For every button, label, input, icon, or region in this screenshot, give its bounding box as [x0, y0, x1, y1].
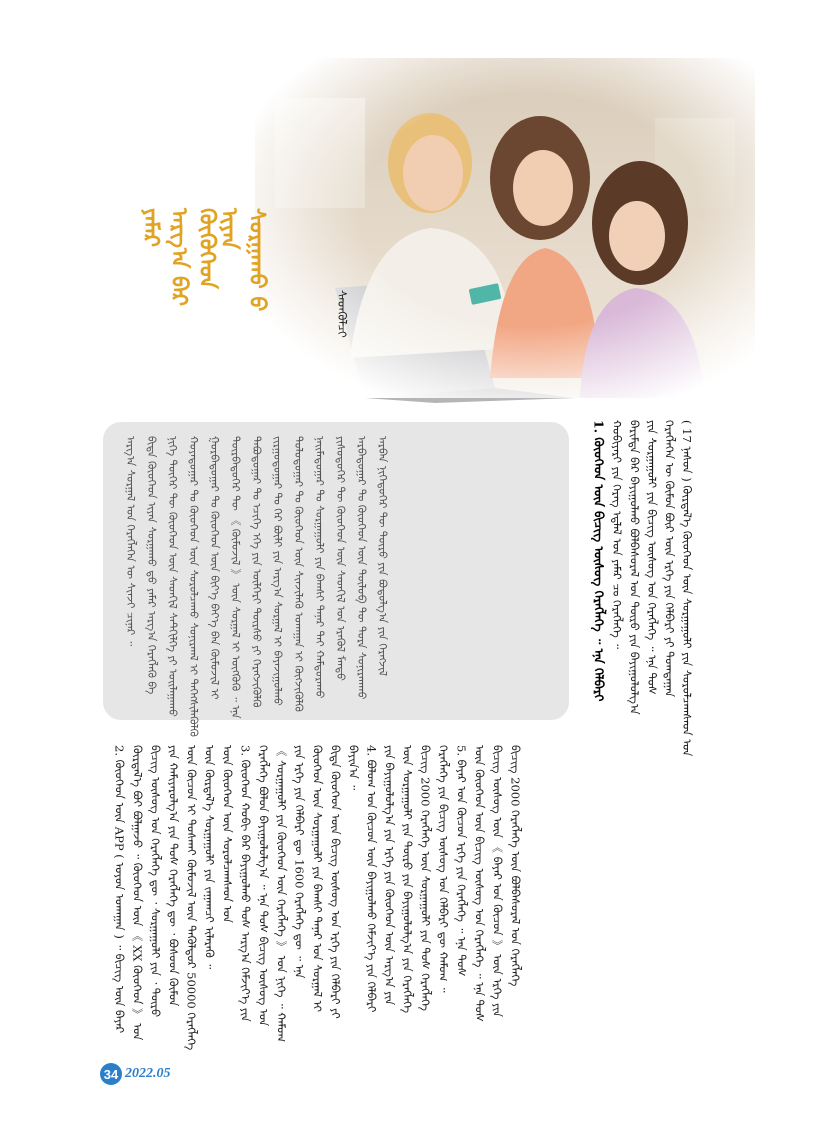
sidebar-line: ᠳᠣᠯᠤᠳᠤᠭᠠᠷ ᠲᠤ ᠬᠦᠦᠬᠡᠳ ᠦᠨ ᠰᠢᠨᠵᠢᠯᠡᠬᠦ ᠤᠬᠠᠭᠠᠨ ᠢ ᠬᠥᠭᠵᠢᠭᠦᠯᠬᠦ — [292, 436, 305, 712]
sidebar-line: ᠭᠤᠷᠪᠠᠳᠤᠭᠠᠷ ᠲᠤ ᠬᠦᠦᠬᠡᠳ ᠦᠨ ᠪᠢᠶ᠎ᠡ ᠪᠡᠶ᠎ᠡ ᠪᠡᠨ ᠬᠦᠮᠦᠵᠢᠯ ᠢ — [208, 436, 221, 700]
bottom-text-line: 5. ᠪᠠᠶᠠᠷ ᠤᠨ ᠬᠦᠴᠦᠨ ᠡᠷᠬᠡ ᠶᠢᠨ ᠬᠡᠷᠡᠭᠯᠡᠭᠡ ᠃ ᠡᠨᠡ ᠲᠤᠰ — [454, 745, 469, 977]
title-line-3: ᠬᠥᠭᠦᠬᠡᠳ ᠢᠶᠡᠨ — [194, 208, 242, 290]
bottom-text-line: ᠦᠨ ᠰᠤᠷᠭᠠᠭᠤᠯᠢ ᠶᠢᠨ ᠲᠥᠷᠥ ᠶᠢᠨ ᠪᠠᠶᠢᠭᠤᠯᠤᠯᠭ᠎ᠠ ᠶᠢᠨ ᠬᠡᠷᠡᠭᠯᠡᠭᠡ — [400, 745, 415, 1014]
sidebar-line: ᠠᠷᠭ᠎ᠠ ᠰᠤᠷᠭᠠᠯ ᠤᠨ ᠬᠡᠷᠡᠭᠯᠡᠭᠡᠨ ᠦ ᠰᠢᠨᠵᠢ ᠴᠢᠨᠠᠷ ᠃ — [124, 436, 137, 646]
top-text-line: ( 17 ᠨᠠᠰᠤᠨ ) ᠬᠦᠷᠲᠡᠯ᠎ᠡ ᠬᠦᠦᠬᠡᠳ ᠦᠨ ᠰᠤᠷᠭᠠᠭᠤᠯᠢ ᠶᠢᠨ ᠰᠤᠷᠤᠯᠴᠠᠭᠰᠠᠳ ᠤᠨ — [680, 420, 694, 757]
title-line-2: ᠠᠷᠭ᠎ᠠ ᠪᠠᠷ — [166, 208, 192, 307]
top-text-heading: 1. ᠬᠦᠦᠬᠡᠳ ᠦᠨ ᠪᠢᠴᠢᠭ ᠦᠰᠦᠭ ᠬᠡᠷᠡᠭᠯᠡᠭᠡ ᠃ ᠡᠨᠡ ᠬᠡᠯᠪᠡᠷᠢ — [591, 420, 607, 702]
sidebar-box — [103, 422, 569, 737]
page-footer — [100, 1063, 171, 1085]
top-text-section — [591, 420, 712, 757]
bottom-text-line: ᠬᠡᠷᠡᠭᠯᠡᠭᠡ ᠶᠢᠨ ᠪᠢᠴᠢᠭ ᠦᠰᠦᠭ ᠤᠨ ᠬᠡᠯᠪᠡᠷᠢ ᠳᠦ ᠬᠠᠮᠤᠭ ᠃ — [436, 745, 451, 993]
bottom-text-section — [112, 745, 725, 1051]
bottom-text-line: ᠪᠢᠴᠢᠭ 2000 ᠬᠡᠷᠡᠭᠯᠡᠭᠡ ᠦᠨ ᠰᠤᠷᠭᠠᠭᠤᠯᠢ ᠶᠢᠨ ᠲᠤᠰ ᠬᠡᠷᠡᠭᠯᠡᠭᠡ — [418, 745, 433, 1011]
bottom-text-line: ᠦᠨ ᠬᠦᠦᠬᠡᠳ ᠦᠨ ᠪᠢᠴᠢᠭ ᠦᠰᠦᠭ ᠤᠨ ᠬᠡᠷᠡᠭᠯᠡᠭᠡ ᠃ ᠡᠨᠡ ᠲᠤᠰ — [472, 745, 487, 1022]
bottom-text-line: 《 ᠰᠤᠷᠭᠠᠭᠤᠯᠢ ᠶᠢᠨ ᠬᠦᠦᠬᠡᠳ ᠦᠨ ᠬᠡᠷᠡᠭᠯᠡᠭᠡ 》 ᠤᠨ ᠨᠢᠭᠡ ᠃ ᠬᠠᠮᠤᠭ — [274, 745, 289, 1043]
title-line-4: ᠰᠤᠷᠭᠠᠬᠤ ᠪ — [244, 208, 270, 312]
sidebar-line: ᠲᠠᠪᠤᠳᠤᠭᠠᠷ ᠲᠤ ᠡᠴᠢᠭᠡ ᠡᠬᠡ ᠶᠢᠨ ᠦᠯᠭᠡᠷᠢ ᠳᠦᠷᠰᠦ ᠶᠢ ᠬᠡᠷᠡᠭᠵᠢᠭᠦᠯᠬᠦ — [250, 436, 263, 708]
sidebar-line: ᠠᠷᠪᠠᠨ ᠨᠢᠭᠡᠳᠦᠭᠡᠷ ᠲᠦ ᠲᠥᠷᠥ ᠶᠢᠨ ᠪᠣᠳᠤᠯᠭ᠎ᠠ ᠶᠢᠨ ᠬᠡᠷᠡᠭᠵᠢᠯ — [376, 436, 389, 676]
sidebar-text — [124, 436, 389, 737]
top-text-line: ᠬᠤᠪᠢᠶᠠᠷᠢ ᠶᠢᠨ ᠬᠡᠷᠡᠭ ᠡᠳ᠋ᠯᠡᠯ ᠤᠨ ᠶᠠᠮᠠᠷ ᠴᠤ ᠬᠡᠷᠡᠭᠯᠡᠭᠡ ᠃ — [610, 420, 624, 649]
bottom-text-line: ᠦᠨ ᠬᠦᠷᠲᠡᠯ᠎ᠡ ᠰᠤᠷᠭᠠᠭᠤᠯᠢ ᠶᠢᠨ ᠵᠠᠭᠠᠭᠴᠢ ᠢᠯᠡᠷᠡᠬᠦ ᠃ — [202, 745, 217, 970]
bottom-text-line: ᠬᠦᠷᠲᠡᠯ᠎ᠡ ᠪᠤᠶ ᠪᠣᠯᠭᠠᠵᠤ ᠃ ᠬᠦᠦᠬᠡᠳ ᠦᠨ 《 XX ᠬᠦᠦᠬᠡᠳ 》 ᠤᠨ — [130, 745, 145, 1041]
bottom-text-line: 3. ᠬᠦᠦᠬᠡᠳ ᠬᠤᠪᠢ ᠪᠡᠷ ᠪᠠᠶᠢᠭᠤᠯᠬᠤ ᠲᠤᠰ ᠠᠷᠭ᠎ᠠ ᠬᠡᠮᠵᠢᠶ᠎ᠡ ᠶᠢᠨ — [238, 745, 253, 1022]
bottom-text-line: ᠪᠢᠴᠢᠭ 2000 ᠬᠡᠷᠡᠭᠯᠡᠭᠡ ᠦᠨ ᠪᠣᠯᠪᠠᠰᠤᠷᠠᠯ ᠤᠨ ᠬᠡᠷᠡᠭᠯᠡᠭᠡ — [508, 745, 523, 987]
bottom-text-line: ᠪᠠᠶᠢᠨ᠎ᠠ ᠃ — [346, 745, 361, 791]
bottom-text-line: 2. ᠬᠦᠦᠬᠡᠳ ᠦᠨ APP ( ᠣᠶᠤᠨ ᠤᠬᠠᠭᠠᠨ ) ᠃ ᠪᠢᠴᠢᠭ ᠦᠨ ᠪᠠᠶᠠᠷ — [112, 745, 127, 1034]
author-credit: ᠰᠡᠳᠬᠦᠯᠴᠢ — [335, 290, 349, 338]
bottom-text-line: ᠪᠢᠴᠢᠭ ᠦᠰᠦᠭ ᠤᠨ ᠬᠡᠷᠡᠭᠯᠡᠭᠡ ᠳᠦ ᠂ ᠰᠤᠷᠭᠠᠭᠤᠯᠢ ᠶᠢᠨ ᠂ ᠲᠥᠷᠥ — [148, 745, 163, 1017]
bottom-text-line: ᠦᠨ ᠬᠦᠴᠦᠨ ᠢ ᠲᠤᠰᠬᠠᠢ ᠬᠦᠮᠦᠵᠢᠯ ᠦᠨ ᠲᠡᠭᠦᠯᠳᠦᠷ 50000 ᠬᠡᠷᠡᠭᠯᠡᠭᠡ — [184, 745, 199, 1051]
bottom-text-line: ᠦᠨ ᠬᠦᠦᠬᠡᠳ ᠦᠨ ᠰᠤᠷᠤᠯᠴᠠᠭᠰᠠᠳ ᠤᠨ — [220, 745, 235, 923]
sidebar-line: ᠨᠠᠢᠮᠠᠳᠤᠭᠠᠷ ᠲᠤ ᠰᠤᠷᠭᠠᠭᠤᠯᠢ ᠶᠢᠨ ᠪᠠᠭᠰᠢ ᠲᠠᠨᠠᠷ ᠲᠠᠢ ᠬᠠᠮᠲᠤᠷᠠᠬᠤ — [313, 436, 326, 699]
bottom-text-line: 4. ᠪᠤᠯᠤᠭ ᠤᠨ ᠬᠦᠴᠦᠨ ᠦᠨ ᠪᠠᠶᠢᠭᠤᠯᠬᠤ ᠬᠡᠮᠵᠢᠶ᠎ᠡ ᠶᠢᠨ ᠬᠡᠯᠪᠡᠷᠢ — [364, 745, 379, 1013]
sidebar-line: ᠶᠢᠰᠦᠳᠦᠭᠡᠷ ᠲᠦ ᠬᠦᠦᠬᠡᠳ ᠦᠨ ᠰᠡᠳᠬᠢᠯ ᠤᠨ ᠡᠷᠡᠭᠦᠯ ᠮᠡᠨᠳᠦ — [334, 436, 347, 681]
article-title — [140, 208, 268, 318]
bottom-text-line: ᠬᠡᠷᠡᠭᠯᠡᠭᠡ ᠪᠣᠯᠤᠨ ᠪᠠᠶᠢᠭᠤᠯᠤᠯᠭ᠎ᠠ ᠃ ᠡᠨᠡ ᠲᠤᠰ ᠪᠢᠴᠢᠭ ᠦᠰᠦᠭ ᠤᠨ — [256, 745, 271, 1027]
sidebar-line: ᠵᠢᠷᠭᠤᠳᠤᠭᠠᠷ ᠲᠤ ᠭᠡᠷ ᠪᠦᠯᠢ ᠶᠢᠨ ᠠᠷᠭ᠎ᠠ ᠰᠤᠷᠭᠠᠯ ᠢ ᠪᠠᠶᠠᠵᠢᠭᠤᠯᠬᠤ — [271, 436, 284, 706]
title-line-1: ᠶᠠᠮᠠᠷ — [138, 208, 164, 248]
bottom-text-line: ᠪᠢᠳᠡ ᠬᠦᠦᠬᠡᠳ ᠦᠨ ᠪᠢᠴᠢᠭ ᠦᠰᠦᠭ ᠤᠨ ᠡᠷᠬᠡ ᠶᠢᠨ ᠬᠡᠯᠪᠡᠷᠢ ᠶᠢ — [328, 745, 343, 1019]
top-text-line: ᠬᠡᠷᠡᠭᠯᠡᠭᠡᠨ ᠦ ᠬᠦᠮᠦᠨ ᠪᠦᠷ ᠦᠨ ᠡᠷᠬᠡ ᠶᠢᠨ ᠬᠡᠯᠪᠡᠷᠢ ᠶᠢ ᠲᠣᠭᠲᠠᠭᠠᠨ — [662, 420, 677, 698]
family-photo — [255, 58, 755, 398]
issue-date: 2022.05 — [125, 1066, 171, 1081]
sidebar-line: ᠳᠥᠷᠪᠡᠳᠦᠭᠡᠷ ᠲᠦ 《 ᠬᠦᠮᠦᠵᠢᠯ 》 ᠦᠨ ᠰᠤᠷᠭᠠᠯ ᠢ ᠥᠭᠭᠦᠬᠦ ᠃ ᠡᠨᠡ — [229, 436, 242, 719]
top-text-line: ᠪᠠᠷᠢᠮᠲᠠ ᠪᠠᠷ ᠪᠠᠶᠢᠭᠤᠯᠬᠤ ᠪᠣᠯᠪᠠᠰᠤᠷᠠᠯ ᠤᠨ ᠲᠥᠷᠥ ᠶᠢᠨ ᠪᠠᠶᠢᠭᠤᠯᠤᠯᠭ᠎ᠠ — [627, 420, 642, 715]
sidebar-line: ᠪᠢᠳᠡ ᠬᠦᠦᠬᠡᠳ ᠢᠶᠡᠨ ᠰᠤᠷᠭᠠᠬᠤ ᠳ᠋ᠤ ᠶᠠᠮᠠᠷ ᠠᠷᠭ᠎ᠠ ᠬᠡᠷᠡᠭᠯᠡᠬᠦ ᠪᠡ — [145, 436, 158, 695]
sidebar-line: ᠨᠢᠭᠡ ᠳᠦᠭᠡᠷ ᠲᠦ ᠬᠦᠦᠬᠡᠳ ᠦᠨ ᠰᠡᠳᠬᠢᠯ ᠰᠡᠲᠭᠢᠯᠭᠡ ᠶᠢ ᠣᠢᠯᠠᠭᠠᠬᠤ — [166, 436, 179, 717]
bottom-text-line: ᠶᠢᠨ ᠡᠷᠬᠡ ᠶᠢᠨ ᠬᠡᠯᠪᠡᠷᠢ ᠳᠦ 1600 ᠬᠡᠷᠡᠭᠯᠡᠭᠡ ᠳᠦ ᠃ ᠡᠨᠡ — [292, 745, 307, 979]
sidebar-line: ᠬᠣᠶᠠᠳᠤᠭᠠᠷ ᠲᠤ ᠬᠦᠦᠬᠡᠳ ᠦᠨ ᠰᠤᠷᠤᠯᠴᠠᠬᠤ ᠰᠣᠨᠢᠷᠬᠠᠯ ᠢ ᠳᠡᠭᠡᠭᠰᠢᠯᠡᠭᠦᠯᠬᠦ — [187, 436, 200, 737]
bottom-text-line: ᠶᠢᠨ ᠬᠠᠮᠢᠶᠠᠷᠤᠯᠭ᠎ᠠ ᠶᠢᠨ ᠲᠤᠰ ᠬᠡᠷᠡᠭᠯᠡᠭᠡ ᠳᠦ ᠂ ᠪᠤᠰᠤᠳ ᠬᠦᠮᠦᠨ — [166, 745, 181, 1007]
bottom-text-line: ᠶᠢᠨ ᠪᠠᠶᠢᠭᠤᠯᠤᠯᠭ᠎ᠠ ᠶᠢᠨ ᠡᠷᠬᠡ ᠶᠢᠨ ᠬᠦᠦᠬᠡᠳ ᠦᠨ ᠠᠷᠭ᠎ᠠ ᠶᠢᠨ — [382, 745, 397, 1006]
bottom-text-line: ᠪᠢᠴᠢᠭ ᠦᠰᠦᠭ ᠦᠨ 《 ᠪᠠᠶᠠᠷ ᠤᠨ ᠬᠦᠴᠦᠨ 》 ᠦᠨ ᠡᠷᠬᠡ ᠶᠢᠨ — [490, 745, 505, 1018]
top-text-line: ᠶᠢᠨ ᠰᠤᠷᠭᠠᠭᠤᠯᠢ ᠶᠢᠨ ᠪᠢᠴᠢᠭ ᠦᠰᠦᠭ ᠤᠨ ᠬᠡᠷᠡᠭᠯᠡᠭᠡ ᠃ ᠡᠨᠡ ᠲᠤᠰ — [645, 420, 659, 695]
page-number: 34 — [100, 1063, 122, 1085]
sidebar-line: ᠠᠷᠪᠠᠳᠤᠭᠠᠷ ᠲᠤ ᠬᠦᠦᠬᠡᠳ ᠦᠨ ᠲᠥᠯᠦᠪ ᠲᠦ ᠳᠤᠷᠠ ᠰᠣᠨᠢᠷᠬᠠᠬᠤ — [355, 436, 368, 700]
bottom-text-line: ᠬᠦᠦᠬᠡᠳ ᠦᠨ ᠰᠤᠷᠭᠠᠭᠤᠯᠢ ᠶᠢᠨ ᠪᠠᠭᠰᠢ ᠲᠠᠨᠠᠷ ᠤᠨ ᠰᠤᠷᠭᠠᠯ ᠢ — [310, 745, 325, 1013]
